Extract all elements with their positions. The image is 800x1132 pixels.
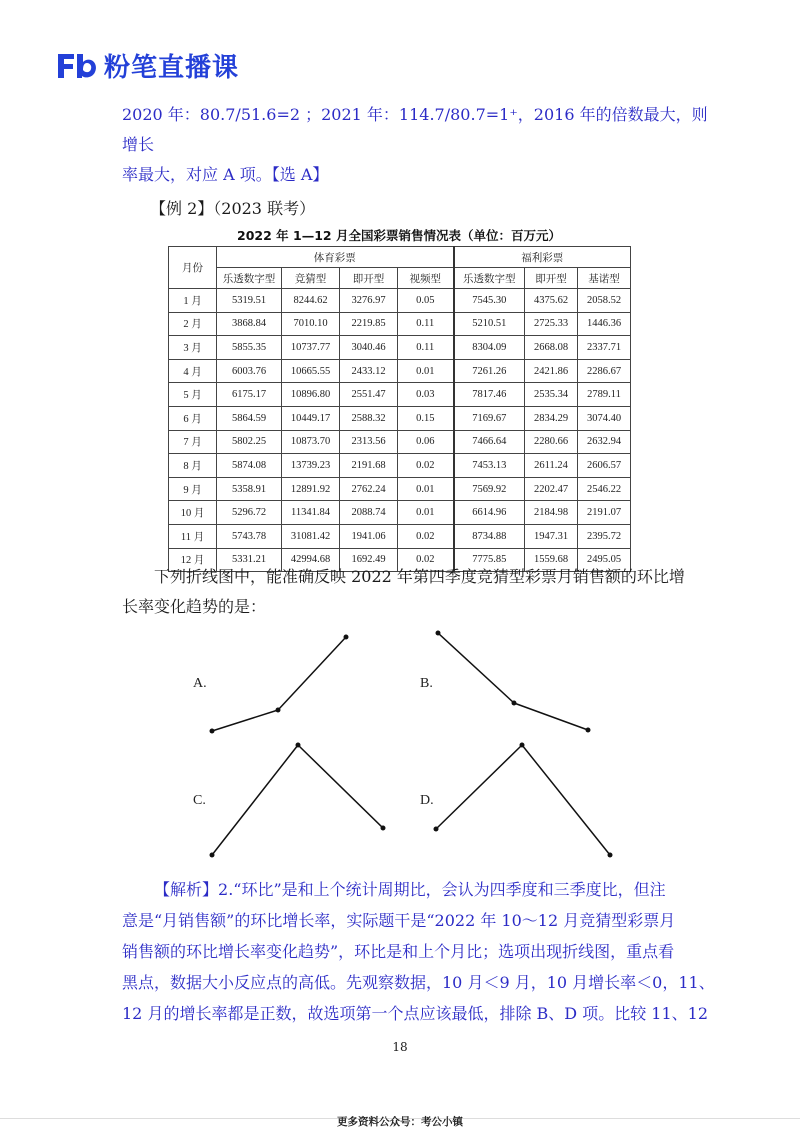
value-cell: 42994.68 <box>282 548 340 572</box>
option-a-label[interactable]: A. <box>193 676 207 691</box>
intro-line-1: 2020 年：80.7/51.6=2 ；2021 年：114.7/80.7=1⁺，2016 年的倍数最大，则增长 <box>122 105 708 154</box>
month-cell: 7 月 <box>169 430 217 454</box>
value-cell: 5296.72 <box>217 501 282 525</box>
value-cell: 2632.94 <box>578 430 631 454</box>
page-number: 18 <box>392 1040 408 1054</box>
question-line-1: 下列折线图中，能准确反映 2022 年第四季度竞猜型彩票月销售额的环比增 <box>154 567 685 586</box>
option-d-point <box>434 827 439 832</box>
value-cell: 0.11 <box>398 336 454 360</box>
value-cell: 6614.96 <box>454 501 525 525</box>
value-cell: 12891.92 <box>282 477 340 501</box>
value-cell: 2395.72 <box>578 524 631 548</box>
brand-name: 粉笔直播课 <box>104 52 240 83</box>
option-c-point <box>296 743 301 748</box>
value-cell: 0.01 <box>398 477 454 501</box>
value-cell: 5802.25 <box>217 430 282 454</box>
value-cell: 2184.98 <box>525 501 578 525</box>
value-cell: 6175.17 <box>217 383 282 407</box>
value-cell: 11341.84 <box>282 501 340 525</box>
option-b-chart[interactable] <box>436 631 591 733</box>
value-cell: 7453.13 <box>454 454 525 478</box>
month-cell: 10 月 <box>169 501 217 525</box>
value-cell: 7261.26 <box>454 359 525 383</box>
option-d-label[interactable]: D. <box>420 793 434 808</box>
value-cell: 0.02 <box>398 524 454 548</box>
group-header-sports: 体育彩票 <box>217 247 454 268</box>
option-d-point <box>520 743 525 748</box>
value-cell: 1941.06 <box>340 524 398 548</box>
value-cell: 1559.68 <box>525 548 578 572</box>
value-cell: 4375.62 <box>525 289 578 313</box>
value-cell: 1446.36 <box>578 312 631 336</box>
value-cell: 5864.59 <box>217 406 282 430</box>
option-a-point <box>210 729 215 734</box>
value-cell: 10896.80 <box>282 383 340 407</box>
value-cell: 10873.70 <box>282 430 340 454</box>
month-cell: 5 月 <box>169 383 217 407</box>
column-header: 乐透数字型 <box>217 268 282 289</box>
value-cell: 0.15 <box>398 406 454 430</box>
value-cell: 5210.51 <box>454 312 525 336</box>
value-cell: 0.03 <box>398 383 454 407</box>
month-header: 月份 <box>169 247 217 289</box>
value-cell: 2058.52 <box>578 289 631 313</box>
value-cell: 7775.85 <box>454 548 525 572</box>
option-a-chart[interactable] <box>210 635 349 734</box>
value-cell: 2535.34 <box>525 383 578 407</box>
value-cell: 2668.08 <box>525 336 578 360</box>
value-cell: 8734.88 <box>454 524 525 548</box>
value-cell: 2546.22 <box>578 477 631 501</box>
option-c-label[interactable]: C. <box>193 793 206 808</box>
option-d-chart[interactable] <box>434 743 613 858</box>
month-cell: 9 月 <box>169 477 217 501</box>
option-a-point <box>344 635 349 640</box>
option-b-point <box>586 728 591 733</box>
analysis-line-1 <box>122 874 722 905</box>
value-cell: 2191.07 <box>578 501 631 525</box>
month-cell: 2 月 <box>169 312 217 336</box>
value-cell: 2286.67 <box>578 359 631 383</box>
option-c-point <box>381 826 386 831</box>
value-cell: 2588.32 <box>340 406 398 430</box>
value-cell: 2202.47 <box>525 477 578 501</box>
value-cell: 13739.23 <box>282 454 340 478</box>
month-cell: 6 月 <box>169 406 217 430</box>
group-header-welfare: 福利彩票 <box>454 247 631 268</box>
analysis-line-3: 销售额的环比增长率变化趋势”，环比是和上个月比；选项出现折线图，重点看 <box>122 942 675 961</box>
value-cell: 0.05 <box>398 289 454 313</box>
value-cell: 7466.64 <box>454 430 525 454</box>
value-cell: 7169.67 <box>454 406 525 430</box>
month-cell: 11 月 <box>169 524 217 548</box>
value-cell: 5358.91 <box>217 477 282 501</box>
value-cell: 2789.11 <box>578 383 631 407</box>
value-cell: 2219.85 <box>340 312 398 336</box>
value-cell: 10737.77 <box>282 336 340 360</box>
value-cell: 7817.46 <box>454 383 525 407</box>
column-header: 基诺型 <box>578 268 631 289</box>
option-c-chart[interactable] <box>210 743 386 858</box>
value-cell: 8304.09 <box>454 336 525 360</box>
month-cell: 4 月 <box>169 359 217 383</box>
value-cell: 2280.66 <box>525 430 578 454</box>
option-b-point <box>512 701 517 706</box>
option-a-point <box>276 708 281 713</box>
month-cell: 1 月 <box>169 289 217 313</box>
value-cell: 5331.21 <box>217 548 282 572</box>
column-header: 即开型 <box>525 268 578 289</box>
value-cell: 8244.62 <box>282 289 340 313</box>
value-cell: 1947.31 <box>525 524 578 548</box>
value-cell: 0.06 <box>398 430 454 454</box>
value-cell: 2606.57 <box>578 454 631 478</box>
value-cell: 0.02 <box>398 454 454 478</box>
value-cell: 2421.86 <box>525 359 578 383</box>
value-cell: 5743.78 <box>217 524 282 548</box>
column-header: 即开型 <box>340 268 398 289</box>
value-cell: 2088.74 <box>340 501 398 525</box>
month-cell: 3 月 <box>169 336 217 360</box>
option-c-point <box>210 853 215 858</box>
table-title: 2022 年 1—12 月全国彩票销售情况表（单位：百万元） <box>237 228 561 243</box>
value-cell: 3074.40 <box>578 406 631 430</box>
option-d-point <box>608 853 613 858</box>
value-cell: 3276.97 <box>340 289 398 313</box>
value-cell: 3868.84 <box>217 312 282 336</box>
value-cell: 3040.46 <box>340 336 398 360</box>
value-cell: 7545.30 <box>454 289 525 313</box>
value-cell: 1692.49 <box>340 548 398 572</box>
value-cell: 2834.29 <box>525 406 578 430</box>
column-header: 乐透数字型 <box>454 268 525 289</box>
analysis-tag: 【解析】 <box>154 880 219 899</box>
value-cell: 2725.33 <box>525 312 578 336</box>
value-cell: 10665.55 <box>282 359 340 383</box>
value-cell: 5855.35 <box>217 336 282 360</box>
value-cell: 31081.42 <box>282 524 340 548</box>
value-cell: 0.02 <box>398 548 454 572</box>
example-label: 【例 2】（2023 联考） <box>150 199 316 218</box>
value-cell: 6003.76 <box>217 359 282 383</box>
value-cell: 2762.24 <box>340 477 398 501</box>
question-line-2: 长率变化趋势的是： <box>122 597 267 616</box>
column-header: 竞猜型 <box>282 268 340 289</box>
analysis-line-5: 12 月的增长率都是正数，故选项第一个点应该最低，排除 B、D 项。比较 11、12 <box>122 1004 709 1023</box>
analysis-line-1-text: 2.“环比”是和上个统计周期比，会认为四季度和三季度比，但注 <box>218 880 666 899</box>
value-cell: 2433.12 <box>340 359 398 383</box>
value-cell: 10449.17 <box>282 406 340 430</box>
value-cell: 2313.56 <box>340 430 398 454</box>
value-cell: 2551.47 <box>340 383 398 407</box>
analysis-line-2: 意是“月销售额”的环比增长率，实际题干是“2022 年 10～12 月竞猜型彩票月 <box>122 911 676 930</box>
value-cell: 2611.24 <box>525 454 578 478</box>
value-cell: 5319.51 <box>217 289 282 313</box>
month-cell: 8 月 <box>169 454 217 478</box>
value-cell: 0.01 <box>398 359 454 383</box>
value-cell: 5874.08 <box>217 454 282 478</box>
value-cell: 0.11 <box>398 312 454 336</box>
column-header: 视频型 <box>398 268 454 289</box>
value-cell: 0.01 <box>398 501 454 525</box>
footer-text: 更多资料公众号：考公小镇 <box>337 1116 463 1128</box>
month-cell: 12 月 <box>169 548 217 572</box>
value-cell: 2337.71 <box>578 336 631 360</box>
value-cell: 7569.92 <box>454 477 525 501</box>
analysis-line-4: 黑点，数据大小反应点的高低。先观察数据，10 月＜9 月，10 月增长率＜0，11、 <box>122 973 715 992</box>
option-b-label[interactable]: B. <box>420 676 433 691</box>
value-cell: 2191.68 <box>340 454 398 478</box>
value-cell: 2495.05 <box>578 548 631 572</box>
analysis-text <box>122 874 722 1029</box>
value-cell: 7010.10 <box>282 312 340 336</box>
option-b-point <box>436 631 441 636</box>
intro-line-2: 率最大，对应 A 项。【选 A】 <box>122 165 329 184</box>
